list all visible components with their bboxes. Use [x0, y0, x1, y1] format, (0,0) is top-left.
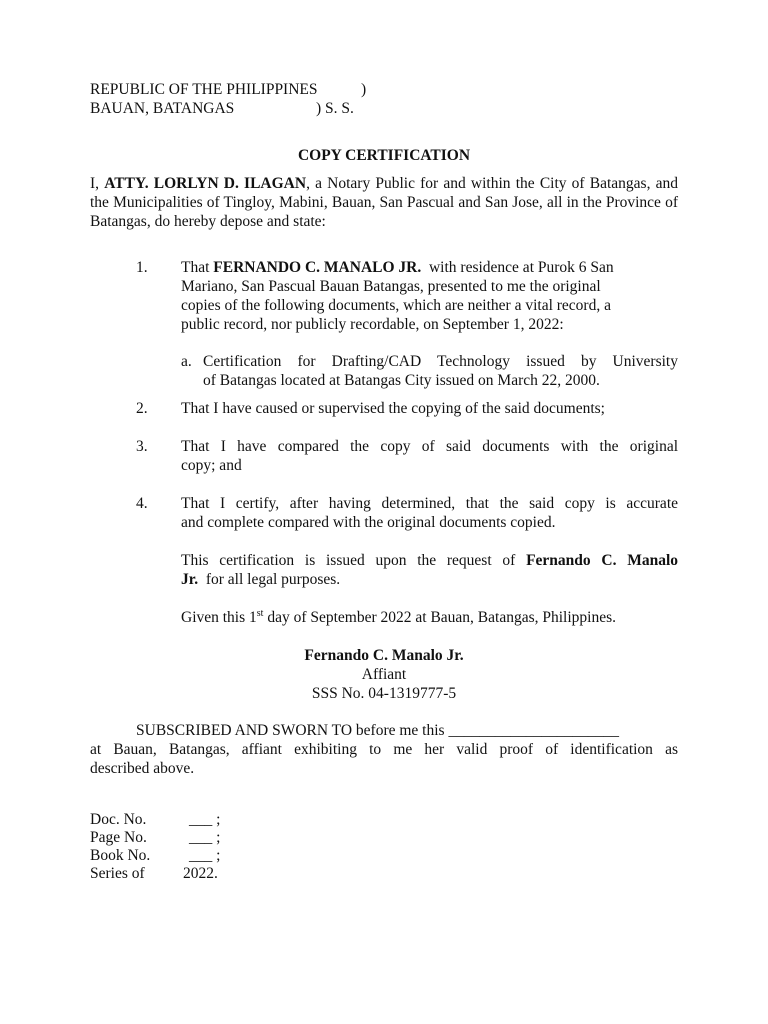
item-3-number: 3.: [136, 438, 148, 455]
request-name-1: Fernando C. Manalo: [526, 552, 679, 569]
item-1-pre: That: [181, 259, 210, 276]
item-1-line-4: public record, nor publicly recordable, on September 1, 2022:: [181, 316, 564, 333]
sub-item-a-line-2: of Batangas located at Batangas City issued on March 22, 2000.: [203, 372, 600, 389]
given-sup: st: [256, 608, 264, 619]
jurat-line-2: at Bauan, Batangas, affiant exhibiting to me her valid proof of identification as: [90, 741, 678, 758]
book-no-value: ___ ;: [189, 847, 221, 864]
sub-item-a-line-1: Certification for Drafting/CAD Technology issued by University: [203, 353, 678, 370]
item-4-line-1: That I certify, after having determined, that the said copy is accurate: [181, 495, 678, 512]
item-3-line-1: That I have compared the copy of said documents with the original: [181, 438, 678, 455]
intro-post: , a Notary Public for and within the City of Batangas, and the Municipalities of Tingloy, Mabini, Bauan, San Pascual and San Jose, all in the Province of Batangas, do hereby depose and state:: [90, 175, 679, 230]
item-1-text-1: with residence at Purok 6 San: [428, 259, 614, 276]
given-line: [181, 608, 616, 627]
affiant-sss: SSS No. 04-1319777-5: [311, 685, 457, 702]
request-post: for all legal purposes.: [205, 571, 341, 588]
item-1-number: 1.: [136, 259, 148, 276]
item-1-line-1: [181, 258, 614, 277]
series-value: 2022.: [183, 865, 218, 882]
item-3-line-2: copy; and: [181, 457, 242, 474]
item-2-text: That I have caused or supervised the copying of the said documents;: [181, 400, 605, 417]
doc-no-label: Doc. No.: [90, 811, 147, 828]
affiant-name: Fernando C. Manalo Jr.: [304, 647, 464, 664]
series-label: Series of: [90, 865, 145, 882]
jurat-line-1: SUBSCRIBED AND SWORN TO before me this ______________________: [136, 722, 619, 739]
request-line-2: [181, 570, 340, 589]
item-1-name: FERNANDO C. MANALO JR.: [213, 259, 422, 276]
intro-pre: I,: [90, 175, 100, 192]
given-pre: Given this 1: [181, 609, 257, 626]
item-4-line-2: and complete compared with the original documents copied.: [181, 514, 556, 531]
document-title: COPY CERTIFICATION: [297, 147, 471, 164]
sub-item-a-letter: a.: [181, 353, 192, 370]
affiant-role: Affiant: [361, 666, 407, 683]
venue-republic: REPUBLIC OF THE PHILIPPINES: [90, 81, 318, 98]
item-1-line-2: Mariano, San Pascual Bauan Batangas, presented to me the original: [181, 278, 601, 295]
request-pre: This certification is issued upon the request of: [181, 552, 516, 569]
item-2-number: 2.: [136, 400, 148, 417]
item-4-number: 4.: [136, 495, 148, 512]
doc-no-value: ___ ;: [189, 811, 221, 828]
request-line-1: [181, 551, 678, 570]
venue-paren: ): [361, 81, 367, 98]
given-post: day of September 2022 at Bauan, Batangas, Philippines.: [267, 609, 617, 626]
request-name-2: Jr.: [181, 571, 199, 588]
intro-paragraph: [90, 174, 678, 231]
venue-ss: ) S. S.: [316, 100, 354, 117]
venue-place: BAUAN, BATANGAS: [90, 100, 235, 117]
page-no-value: ___ ;: [189, 829, 221, 846]
jurat-line-3: described above.: [90, 760, 195, 777]
book-no-label: Book No.: [90, 847, 151, 864]
page-no-label: Page No.: [90, 829, 147, 846]
item-1-line-3: copies of the following documents, which are neither a vital record, a: [181, 297, 611, 314]
notary-name: ATTY. LORLYN D. ILAGAN: [104, 175, 307, 192]
